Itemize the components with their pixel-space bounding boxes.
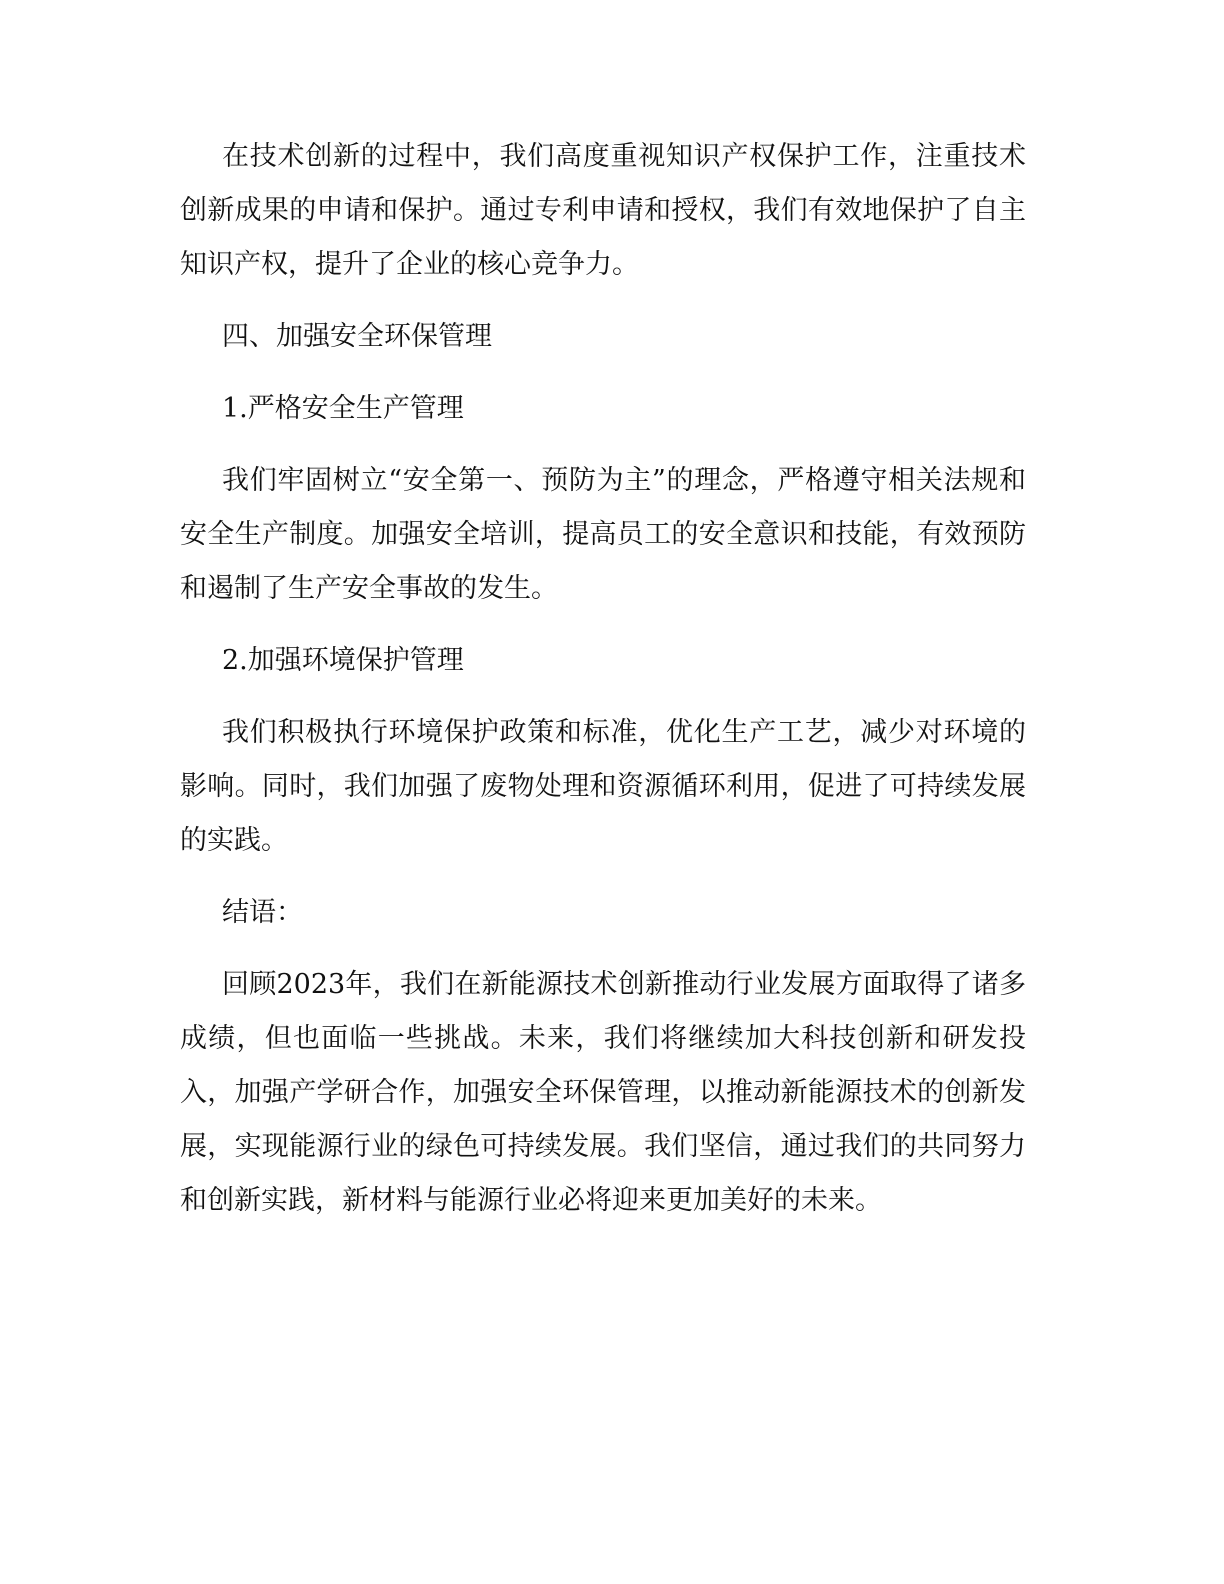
heading-conclusion: 结语： [222,897,303,928]
paragraph-production-safety: 我们牢固树立“安全第一、预防为主”的理念，严格遵守相关法规和安全生产制度。加强安全培训，提高员工的安全意识和技能，有效预防和遏制了生产安全事故的发生。 [180,465,1026,604]
paragraph-ip-protection: 在技术创新的过程中，我们高度重视知识产权保护工作，注重技术创新成果的申请和保护。通过专利申请和授权，我们有效地保护了自主知识产权，提升了企业的核心竞争力。 [180,141,1026,280]
section-heading-safety-environment: 四、加强安全环保管理 [222,321,492,352]
paragraph-conclusion: 回顾2023年，我们在新能源技术创新推动行业发展方面取得了诸多成绩，但也面临一些挑战。未来，我们将继续加大科技创新和研发投入，加强产学研合作，加强安全环保管理，以推动新能源技术的创新发展，实现能源行业的绿色可持续发展。我们坚信，通过我们的共同努力和创新实践，新材料与能源行业必将迎来更加美好的未来。 [180,969,1026,1216]
document-body [180,130,1026,1246]
paragraph-environmental-protection: 我们积极执行环境保护政策和标准，优化生产工艺，减少对环境的影响。同时，我们加强了废物处理和资源循环利用，促进了可持续发展的实践。 [180,717,1026,856]
subheading-environmental-protection: 2.加强环境保护管理 [222,645,464,676]
subheading-production-safety: 1.严格安全生产管理 [222,393,464,424]
